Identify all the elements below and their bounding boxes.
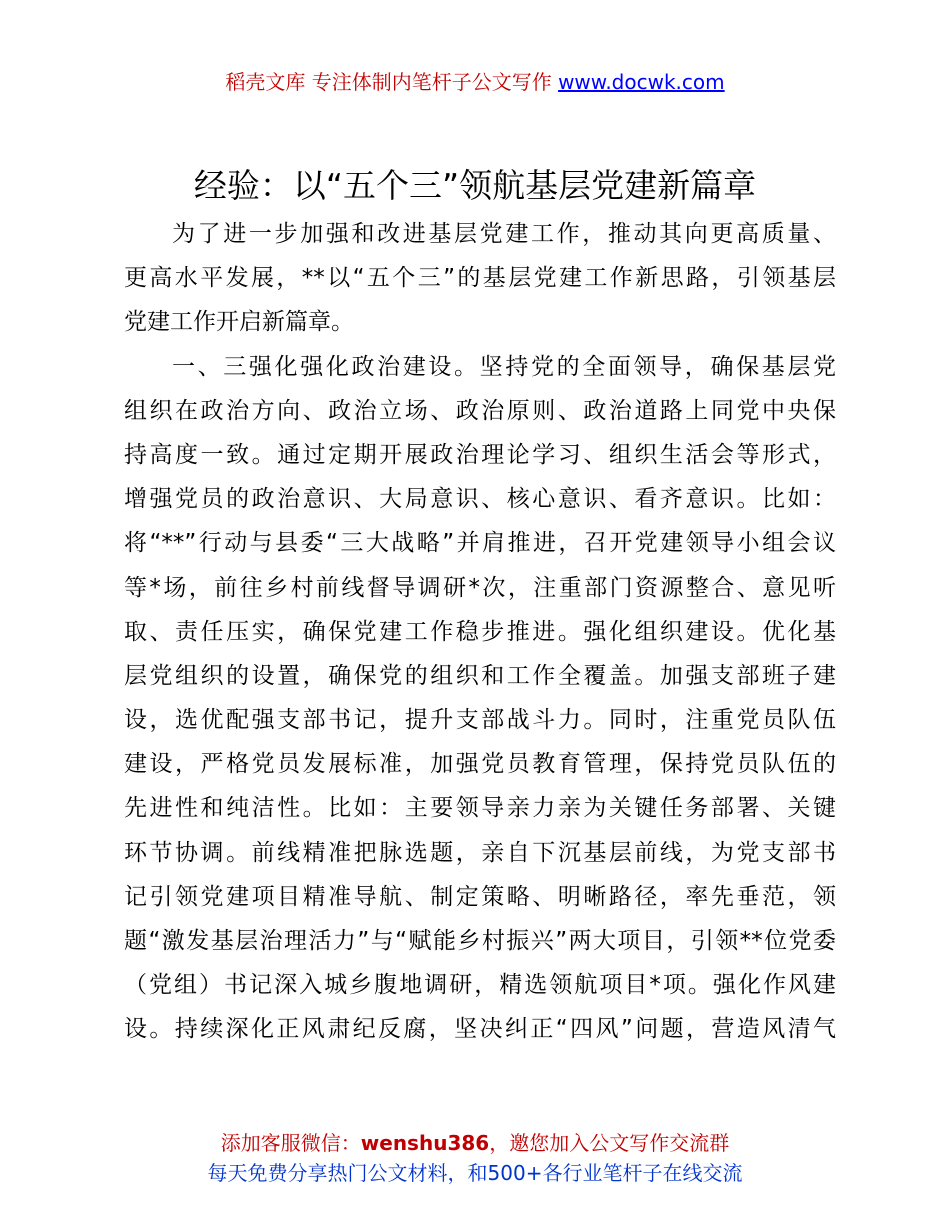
- body-line: 先进性和纯洁性。比如：主要领导亲力亲为关键任务部署、关键: [124, 795, 836, 822]
- promo-prefix: 添加客服微信：: [220, 1131, 361, 1155]
- site-link[interactable]: www.docwk.com: [558, 70, 725, 94]
- page-header: [0, 68, 950, 96]
- body-line: 将“**”行动与县委“三大战略”并肩推进，召开党建领导小组会议: [124, 530, 836, 557]
- body-line: 一、三强化强化政治建设。坚持党的全面领导，确保基层党: [172, 353, 836, 380]
- body-line: 增强党员的政治意识、大局意识、核心意识、看齐意识。比如：: [124, 486, 836, 513]
- body-line: 党建工作开启新篇章。: [124, 309, 354, 336]
- body-line: 等*场，前往乡村前线督导调研*次，注重部门资源整合、意见听: [124, 574, 836, 601]
- body-line: 组织在政治方向、政治立场、政治原则、政治道路上同党中央保: [124, 397, 836, 424]
- body-line: 层党组织的设置，确保党的组织和工作全覆盖。加强支部班子建: [124, 662, 836, 689]
- page-footer: [0, 1128, 950, 1188]
- footer-share-line: 每天免费分享热门公文材料，和500+各行业笔杆子在线交流: [207, 1161, 743, 1185]
- body-line: 取、责任压实，确保党建工作稳步推进。强化组织建设。优化基: [124, 618, 836, 645]
- body-line: 建设，严格党员发展标准，加强党员教育管理，保持党员队伍的: [124, 751, 836, 778]
- body-line: 题“激发基层治理活力”与“赋能乡村振兴”两大项目，引领**位党委: [124, 928, 836, 954]
- body-line: 记引领党建项目精准导航、制定策略、明晰路径，率先垂范，领: [124, 883, 836, 910]
- body-line: 设。持续深化正风肃纪反腐，坚决纠正“四风”问题，营造风清气: [124, 1016, 836, 1043]
- body-line: 设，选优配强支部书记，提升支部战斗力。同时，注重党员队伍: [124, 707, 836, 734]
- document-body: [124, 212, 836, 1052]
- footer-promo: [0, 1128, 950, 1158]
- promo-suffix: ，邀您加入公文写作交流群: [489, 1131, 730, 1155]
- document-title: 经验：以“五个三”领航基层党建新篇章: [193, 166, 757, 205]
- body-line: 为了进一步加强和改进基层党建工作，推动其向更高质量、: [172, 221, 836, 247]
- body-line: （党组）书记深入城乡腹地调研，精选领航项目*项。强化作风建: [124, 972, 836, 999]
- header-tagline: 稻壳文库 专注体制内笔杆子公文写作: [225, 70, 559, 94]
- body-line: 环节协调。前线精准把脉选题，亲自下沉基层前线，为党支部书: [124, 839, 836, 866]
- body-line: 持高度一致。通过定期开展政治理论学习、组织生活会等形式，: [124, 441, 836, 468]
- wechat-id: wenshu386: [360, 1131, 490, 1155]
- body-line: 更高水平发展，**以“五个三”的基层党建工作新思路，引领基层: [124, 265, 836, 292]
